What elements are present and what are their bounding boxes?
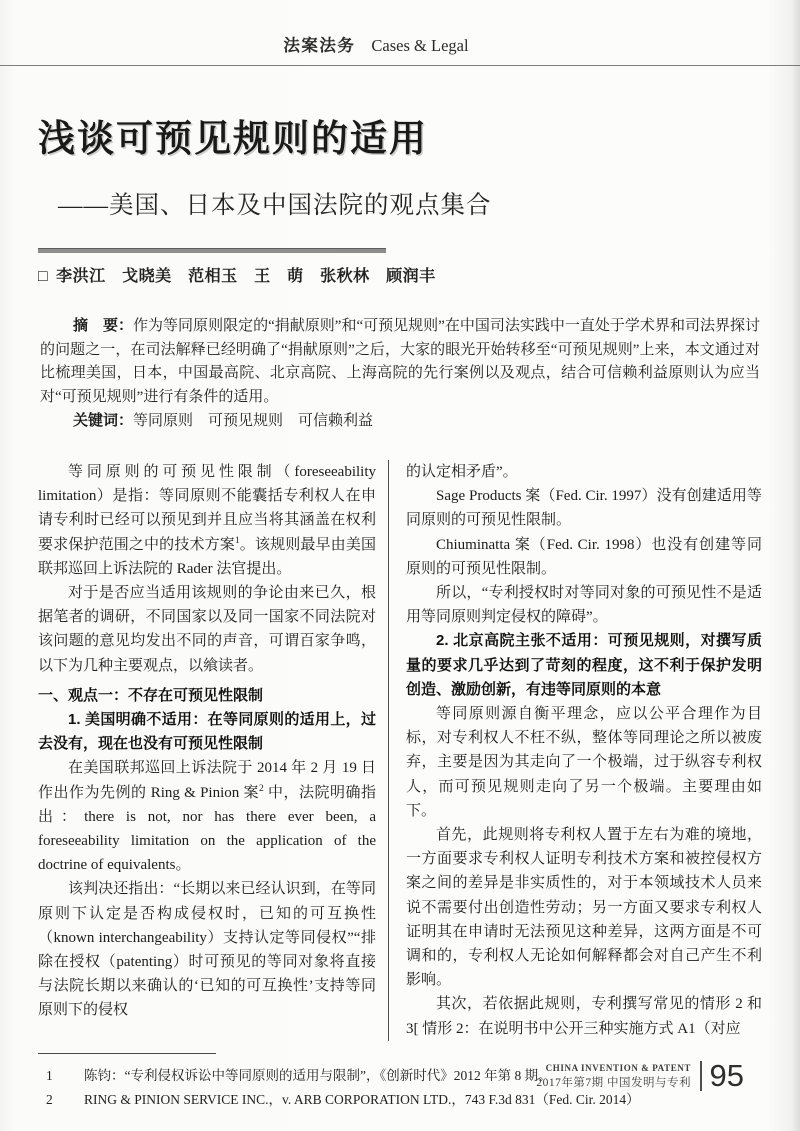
journal-name-cn: 中国发明与专利 <box>607 1076 692 1089</box>
abstract-label: 摘 要： <box>73 317 134 334</box>
paragraph-p3-post: 中，法院明确指出：there is not, nor has there ever been, a foreseeability limitation on the application of the doctrine of equivalents。 <box>38 784 376 874</box>
footnote-ref-1: 1 <box>234 535 240 546</box>
paragraph-p10: 首先，此规则将专利权人置于左右为难的境地，一方面要求专利权人证明专利技术方案和被控侵权方案之间的差异是非实质性的，对于本领域技术人员来说不需要付出创造性劳动；另一方面又要求专利权人证明其在申请时无法预见这种差异，这两方面是不可调和的，专利权人无论如何解释都会对自己产生不利影响。 <box>406 827 762 989</box>
title-block <box>38 108 762 221</box>
body-columns <box>38 460 762 1041</box>
footer-divider <box>700 1061 702 1091</box>
paragraph-p8: 所以，“专利授权时对等同对象的可预见性不是适用等同原则判定侵权的障碍”。 <box>406 584 762 626</box>
page-footer <box>536 1058 744 1094</box>
abstract-paragraph <box>40 314 760 409</box>
subsection-heading-2: 2. 北京高院主张不适用：可预见规则，对撰写质量的要求几乎达到了苛刻的程度，这不利于保护发明创造、激励创新，有违等同原则的本意 <box>406 632 762 698</box>
paragraph-p1-post: 。该规则最早由美国联邦巡回上诉法院的 Rader 法官提出。 <box>38 536 376 577</box>
journal-footer-text <box>536 1063 691 1090</box>
footnote-number: 2 <box>46 1092 53 1108</box>
authors-rule-bar <box>38 248 386 253</box>
authors-line <box>38 263 800 286</box>
paragraph-p3 <box>38 756 376 877</box>
section-title-en: Cases & Legal <box>371 36 469 55</box>
footnote-text: 陈钧：“专利侵权诉讼中等同原则的适用与限制”，《创新时代》2012 年第 8 期。 <box>84 1067 552 1083</box>
right-column <box>389 460 762 1041</box>
footnote-separator <box>38 1053 216 1054</box>
paragraph-p1 <box>38 460 376 581</box>
journal-name-en: CHINA INVENTION & PATENT <box>545 1062 692 1073</box>
author-marker-icon: □ <box>38 268 49 285</box>
authors-names: 李洪江 戈晓美 范相玉 王 萌 张秋林 顾润丰 <box>56 268 436 285</box>
article-title: 浅谈可预见规则的适用 <box>38 118 428 159</box>
footnote-ref-2: 2 <box>259 783 264 794</box>
section-title <box>283 32 468 56</box>
footnote-number: 1 <box>46 1067 53 1083</box>
footnote-text: RING & PINION SERVICE INC.，v. ARB CORPORATION LTD.，743 F.3d 831（Fed. Cir. 2014） <box>84 1092 640 1108</box>
issue-label: 2017年第7期 <box>536 1076 604 1089</box>
paragraph-p5: 的认定相矛盾”。 <box>406 463 518 480</box>
paragraph-p7: Chiuminatta 案（Fed. Cir. 1998）也没有创建等同原则的可预见性限制。 <box>406 536 762 577</box>
abstract-text: 作为等同原则限定的“捐献原则”和“可预见规则”在中国司法实践中一直处于学术界和司法界探讨的问题之一，在司法解释已经明确了“捐献原则”之后，大家的眼光开始转移至“可预见规则”上来，本文通过对比梳理美国，日本，中国最高院、北京高院、上海高院的先行案例以及观点，结合可信赖利益原则认为应当对“可预见规则”进行有条件的适用。 <box>40 318 760 405</box>
journal-issue-line <box>536 1074 691 1090</box>
abstract-block <box>40 314 760 434</box>
paragraph-p11: 其次，若依据此规则，专利撰写常见的情形 2 和 3[ 情形 2：在说明书中公开三种实施方式 A1（对应 <box>406 996 762 1037</box>
paragraph-p2: 对于是否应当适用该规则的争论由来已久，根据笔者的调研，不同国家以及同一国家不同法院对该问题的意见均发出不同的声音，可谓百家争鸣，以下为几种主要观点，以飨读者。 <box>38 584 376 674</box>
subsection-heading-1: 1. 美国明确不适用：在等同原则的适用上，过去没有，现在也没有可预见性限制 <box>38 711 376 753</box>
section-title-cn: 法案法务 <box>283 37 356 55</box>
article-subtitle: ——美国、日本及中国法院的观点集合 <box>58 192 492 219</box>
page-header <box>0 0 800 66</box>
paragraph-p1-pre: 等同原则的可预见性限制（foreseeability limitation）是指：等同原则不能囊括专利权人在申请专利时已经可以预见到并且应当将其涵盖在权利要求保护范围之中的技术方案 <box>38 463 376 553</box>
keywords-text: 等同原则 可预见规则 可信赖利益 <box>133 413 374 430</box>
paragraph-p4: 该判决还指出：“长期以来已经认识到，在等同原则下认定是否构成侵权时，已知的可互换性（known interchangeability）支持认定等同侵权”“排除在授权（patenting）时可预见的等同对象将直接与法院长期以来确认的‘已知的可互换性’支持等同原则下的侵权 <box>38 881 376 1019</box>
section-heading-1: 一、观点一：不存在可预见性限制 <box>38 686 264 704</box>
paragraph-p3-pre: 在美国联邦巡回上诉法院于 2014 年 2 月 19 日作出作为先例的 Ring & Pinion 案 <box>38 760 376 801</box>
left-column <box>38 460 388 1041</box>
page-number: 95 <box>709 1058 744 1093</box>
paragraph-p9: 等同原则源自衡平理念，应以公平合理作为目标，对专利权人不枉不纵，整体等同理论之所以被废弃，主要是因为其走向了一个极端，过于纵容专利权人，而可预见规则走向了另一个极端。主要理由如下。 <box>406 706 762 819</box>
keywords-line <box>40 409 760 434</box>
keywords-label: 关键词： <box>73 412 134 430</box>
paragraph-p6: Sage Products 案（Fed. Cir. 1997）没有创建适用等同原则的可预见性限制。 <box>406 488 762 529</box>
scan-edge-shadow <box>791 0 800 1131</box>
